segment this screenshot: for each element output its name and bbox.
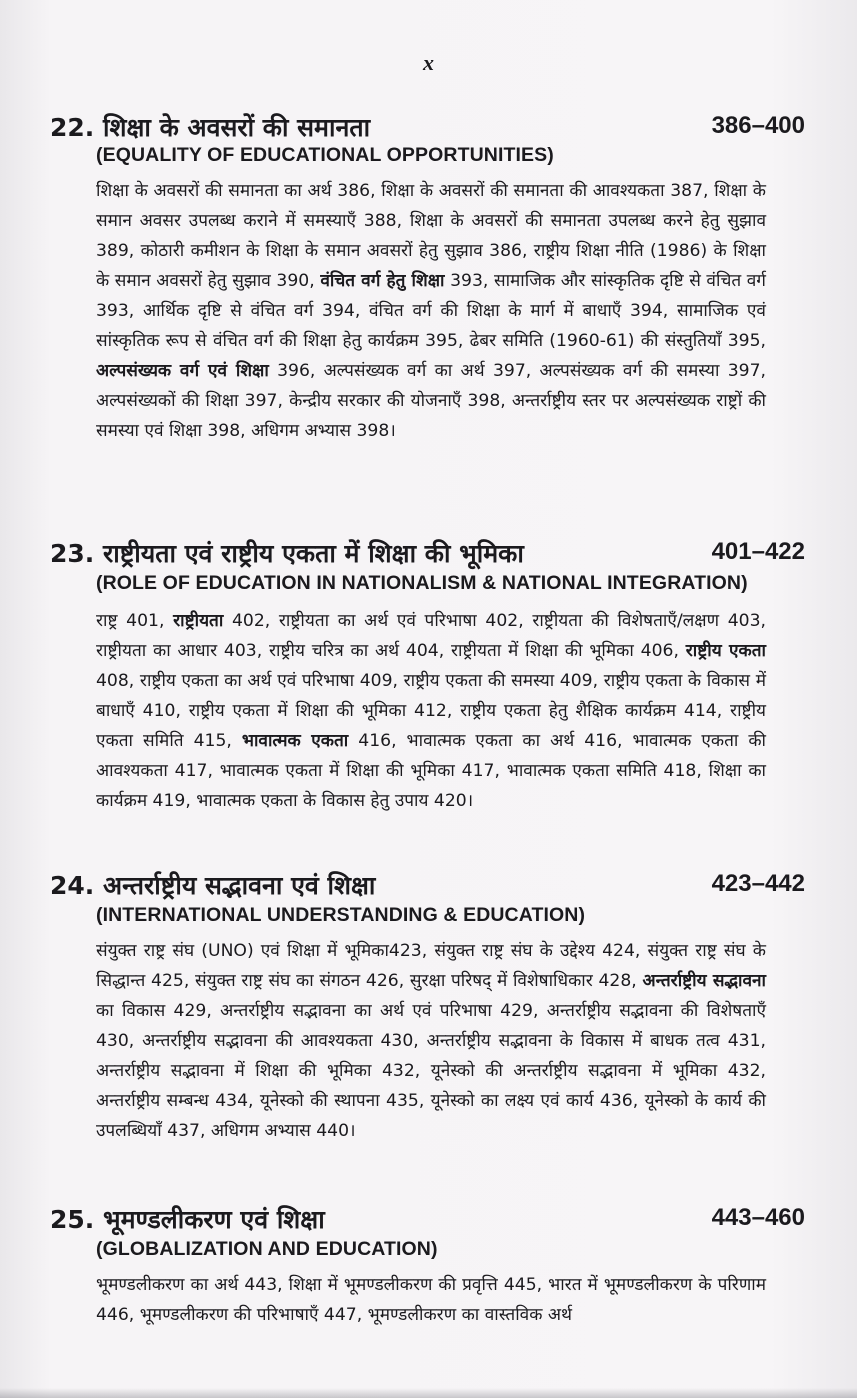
topic-list-text: भूमण्डलीकरण का अर्थ 443, शिक्षा में भूमण्डलीकरण की प्रवृत्ति 445, भारत में भूमण्डलीकरण के परिणाम 446, भूमण्डलीकरण की परिभाषाएँ 447, भूमण्डलीकरण का वास्तविक अर्थ — [96, 1275, 766, 1325]
topic-list-text: संयुक्त राष्ट्र संघ (UNO) एवं शिक्षा में भूमिका423, संयुक्त राष्ट्र संघ के उद्देश्य 424, संयुक्त राष्ट्र संघ के सिद्धान्त 425, संयुक्त राष्ट्र संघ का संगठन 426, सुरक्षा परिषद् में विशेषाधिकार 428, — [96, 941, 766, 991]
bold-topic-heading: राष्ट्रीयता — [173, 611, 224, 631]
chapter-page-range: 401–422 — [711, 538, 805, 565]
topic-list-text: 396, अल्पसंख्यक वर्ग का अर्थ 397, अल्पसंख्यक वर्ग की समस्या 397, अल्पसंख्यकों की शिक्षा 397, केन्द्रीय सरकार की योजनाएँ 398, अन्तर्राष्ट्रीय स्तर पर अल्पसंख्यक राष्ट्रों की समस्या एवं शिक्षा 398, अधिगम अभ्यास 398। — [96, 361, 766, 441]
topic-list-text: 393, सामाजिक और सांस्कृतिक दृष्टि से वंचित वर्ग 393, आर्थिक दृष्टि से वंचित वर्ग 394, वंचित वर्ग की शिक्षा के मार्ग में बाधाएँ 394, सामाजिक एवं सांस्कृतिक रूप से वंचित वर्ग की शिक्षा हेतु कार्यक्रम 395, ढेबर समिति (1960-61) की संस्तुतियाँ 395, — [96, 271, 766, 351]
chapter-25 — [0, 1202, 857, 1325]
chapter-page-range: 386–400 — [711, 112, 805, 139]
topic-list-text: 408, राष्ट्रीय एकता का अर्थ एवं परिभाषा 409, राष्ट्रीय एकता की समस्या 409, राष्ट्रीय एकता के विकास में बाधाएँ 410, राष्ट्रीय एकता में शिक्षा की भूमिका 412, राष्ट्रीय एकता हेतु शैक्षिक कार्यक्रम 414, राष्ट्रीय एकता समिति 415, — [96, 671, 766, 751]
bold-topic-heading: वंचित वर्ग हेतु शिक्षा — [320, 271, 445, 291]
topic-list-text: 416, भावात्मक एकता का अर्थ 416, भावात्मक एकता की आवश्यकता 417, भावात्मक एकता में शिक्षा की भूमिका 417, भावात्मक एकता समिति 418, शिक्षा का कार्यक्रम 419, भावात्मक एकता के विकास हेतु उपाय 420। — [96, 731, 767, 811]
chapter-english-title: (GLOBALIZATION AND EDUCATION) — [96, 1238, 438, 1260]
chapter-heading — [0, 868, 857, 902]
chapter-english-title: (EQUALITY OF EDUCATIONAL OPPORTUNITIES) — [96, 144, 554, 166]
chapter-22 — [0, 110, 857, 441]
topic-list-text: का विकास 429, अन्तर्राष्ट्रीय सद्भावना का अर्थ एवं परिभाषा 429, अन्तर्राष्ट्रीय सद्भावना की विशेषताएँ 430, अन्तर्राष्ट्रीय सद्भावना की आवश्यकता 430, अन्तर्राष्ट्रीय सद्भावना के विकास में बाधक तत्व 431, अन्तर्राष्ट्रीय सद्भावना में शिक्षा की भूमिका 432, यूनेस्को की अन्तर्राष्ट्रीय सद्भावना में भूमिका 432, अन्तर्राष्ट्रीय सम्बन्ध 434, यूनेस्को की स्थापना 435, यूनेस्को का लक्ष्य एवं कार्य 436, यूनेस्को के कार्य की उपलब्धियाँ 437, अधिगम अभ्यास 440। — [96, 1001, 766, 1141]
chapter-contents — [96, 606, 766, 816]
chapter-23 — [0, 536, 857, 811]
chapter-heading — [0, 1202, 857, 1236]
chapter-page-range: 423–442 — [711, 870, 805, 897]
chapter-heading — [0, 536, 857, 570]
chapter-title: 22. शिक्षा के अवसरों की समानता — [50, 113, 371, 142]
topic-list-text: राष्ट्र 401, — [96, 611, 174, 631]
chapter-title: 23. राष्ट्रीयता एवं राष्ट्रीय एकता में शिक्षा की भूमिका — [50, 539, 524, 568]
bold-topic-heading: राष्ट्रीय एकता — [685, 641, 766, 661]
chapter-24 — [0, 868, 857, 1141]
page-number: x — [423, 50, 434, 75]
chapter-contents — [96, 1270, 766, 1330]
page-bottom-edge — [0, 1388, 857, 1398]
chapter-heading — [0, 110, 857, 144]
chapter-page-range: 443–460 — [711, 1204, 805, 1231]
bold-topic-heading: अन्तर्राष्ट्रीय सद्भावना — [642, 971, 766, 991]
bold-topic-heading: भावात्मक एकता — [241, 731, 349, 751]
chapter-english-title: (INTERNATIONAL UNDERSTANDING & EDUCATION) — [96, 904, 586, 926]
chapter-english-title: (ROLE OF EDUCATION IN NATIONALISM & NATIONAL INTEGRATION) — [96, 572, 748, 594]
topic-list-text: 402, राष्ट्रीयता का अर्थ एवं परिभाषा 402, राष्ट्रीयता की विशेषताएँ/लक्षण 403, राष्ट्रीयता का आधार 403, राष्ट्रीय चरित्र का अर्थ 404, राष्ट्रीयता में शिक्षा की भूमिका 406, — [96, 611, 766, 661]
bold-topic-heading: अल्पसंख्यक वर्ग एवं शिक्षा — [96, 361, 269, 381]
chapter-title: 25. भूमण्डलीकरण एवं शिक्षा — [50, 1205, 325, 1234]
chapter-title: 24. अन्तर्राष्ट्रीय सद्भावना एवं शिक्षा — [50, 871, 376, 900]
chapter-contents — [96, 936, 766, 1146]
chapter-contents — [96, 176, 766, 446]
topic-list-text: शिक्षा के अवसरों की समानता का अर्थ 386, शिक्षा के अवसरों की समानता की आवश्यकता 387, शिक्षा के समान अवसर उपलब्ध कराने में समस्याएँ 388, शिक्षा के अवसरों की समानता उपलब्ध करने हेतु सुझाव 389, कोठारी कमीशन के शिक्षा के समान अवसरों हेतु सुझाव 386, राष्ट्रीय शिक्षा नीति (1986) के शिक्षा के समान अवसरों हेतु सुझाव 390, — [96, 181, 767, 291]
